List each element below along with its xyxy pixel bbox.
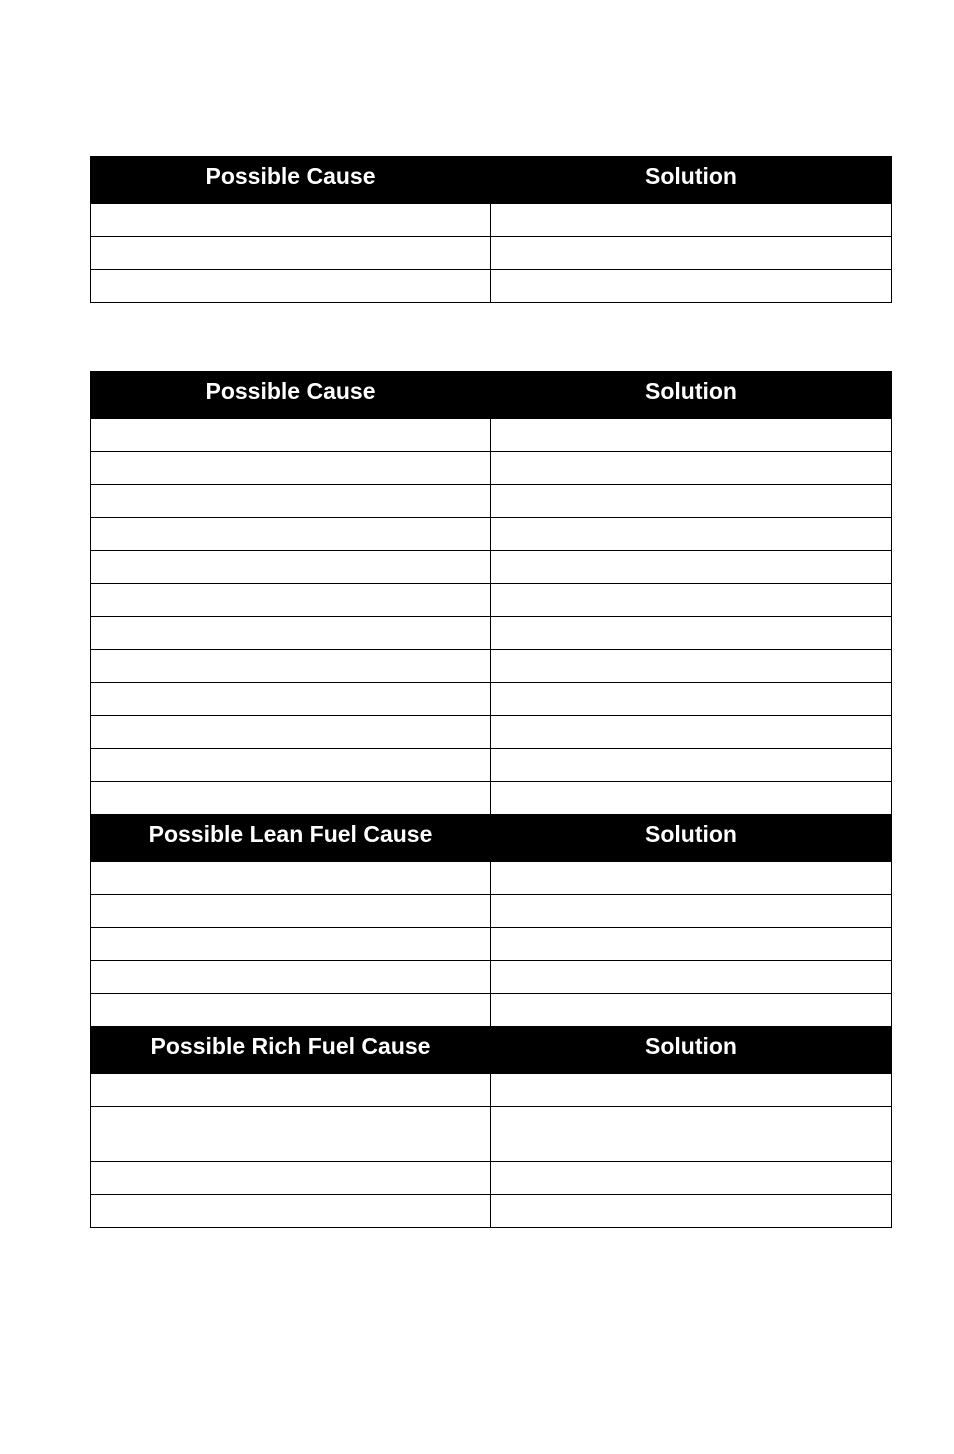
solution-cell bbox=[491, 749, 892, 782]
header-row bbox=[91, 1027, 892, 1074]
solution-cell bbox=[491, 551, 892, 584]
solution-cell bbox=[491, 419, 892, 452]
table-row bbox=[91, 862, 892, 895]
cause-cell bbox=[91, 452, 491, 485]
table-row bbox=[91, 584, 892, 617]
cause-cell bbox=[91, 862, 491, 895]
cause-cell bbox=[91, 650, 491, 683]
solution-cell bbox=[491, 1107, 892, 1162]
troubleshooting-table-2 bbox=[90, 371, 892, 1228]
possible-cause-header: Possible Cause bbox=[91, 372, 491, 419]
table-row bbox=[91, 270, 892, 303]
solution-cell bbox=[491, 270, 892, 303]
table-row bbox=[91, 994, 892, 1027]
table-row bbox=[91, 452, 892, 485]
table-row bbox=[91, 485, 892, 518]
cause-cell bbox=[91, 419, 491, 452]
solution-cell bbox=[491, 204, 892, 237]
header-row bbox=[91, 157, 892, 204]
cause-cell bbox=[91, 485, 491, 518]
table-row bbox=[91, 204, 892, 237]
cause-cell bbox=[91, 1162, 491, 1195]
solution-cell bbox=[491, 237, 892, 270]
solution-cell bbox=[491, 994, 892, 1027]
cause-cell bbox=[91, 1195, 491, 1228]
header-row bbox=[91, 372, 892, 419]
solution-cell bbox=[491, 584, 892, 617]
table-row bbox=[91, 1074, 892, 1107]
solution-cell bbox=[491, 716, 892, 749]
table-row bbox=[91, 518, 892, 551]
solution-header: Solution bbox=[491, 372, 892, 419]
cause-cell bbox=[91, 928, 491, 961]
table-row bbox=[91, 1162, 892, 1195]
solution-cell bbox=[491, 683, 892, 716]
table-row bbox=[91, 650, 892, 683]
cause-cell bbox=[91, 584, 491, 617]
solution-cell bbox=[491, 1074, 892, 1107]
cause-cell bbox=[91, 782, 491, 815]
table-row bbox=[91, 928, 892, 961]
solution-header: Solution bbox=[491, 157, 892, 204]
cause-cell bbox=[91, 994, 491, 1027]
cause-cell bbox=[91, 1074, 491, 1107]
cause-cell bbox=[91, 270, 491, 303]
cause-cell bbox=[91, 683, 491, 716]
solution-cell bbox=[491, 518, 892, 551]
cause-cell bbox=[91, 204, 491, 237]
cause-cell bbox=[91, 749, 491, 782]
table-row bbox=[91, 419, 892, 452]
cause-cell bbox=[91, 1107, 491, 1162]
troubleshooting-table-1 bbox=[90, 156, 892, 303]
cause-cell bbox=[91, 617, 491, 650]
solution-cell bbox=[491, 1162, 892, 1195]
table-row bbox=[91, 749, 892, 782]
rich-fuel-cause-header: Possible Rich Fuel Cause bbox=[91, 1027, 491, 1074]
cause-cell bbox=[91, 895, 491, 928]
table-row bbox=[91, 716, 892, 749]
table-row bbox=[91, 237, 892, 270]
table-row bbox=[91, 895, 892, 928]
cause-cell bbox=[91, 551, 491, 584]
cause-cell bbox=[91, 716, 491, 749]
cause-cell bbox=[91, 961, 491, 994]
solution-cell bbox=[491, 928, 892, 961]
solution-cell bbox=[491, 617, 892, 650]
solution-cell bbox=[491, 862, 892, 895]
lean-fuel-cause-header: Possible Lean Fuel Cause bbox=[91, 815, 491, 862]
solution-cell bbox=[491, 485, 892, 518]
table-row bbox=[91, 1107, 892, 1162]
solution-header: Solution bbox=[491, 1027, 892, 1074]
solution-cell bbox=[491, 650, 892, 683]
possible-cause-header: Possible Cause bbox=[91, 157, 491, 204]
solution-cell bbox=[491, 452, 892, 485]
solution-header: Solution bbox=[491, 815, 892, 862]
solution-cell bbox=[491, 961, 892, 994]
table-row bbox=[91, 961, 892, 994]
solution-cell bbox=[491, 1195, 892, 1228]
header-row bbox=[91, 815, 892, 862]
table-row bbox=[91, 617, 892, 650]
solution-cell bbox=[491, 895, 892, 928]
cause-cell bbox=[91, 237, 491, 270]
table-row bbox=[91, 782, 892, 815]
solution-cell bbox=[491, 782, 892, 815]
table-row bbox=[91, 551, 892, 584]
cause-cell bbox=[91, 518, 491, 551]
table-row bbox=[91, 1195, 892, 1228]
table-row bbox=[91, 683, 892, 716]
